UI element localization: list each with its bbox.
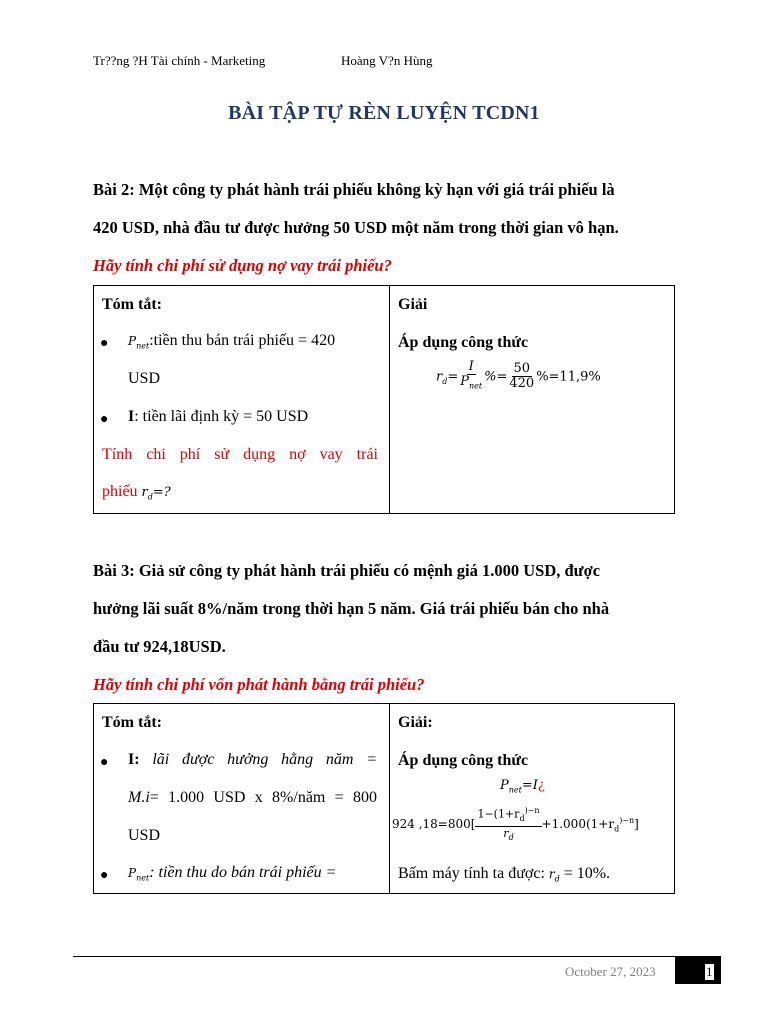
bai2-line-2: 420 USD, nhà đầu tư được hưởng 50 USD một năm trong thời gian vô hạn. xyxy=(93,218,619,237)
pnet-symbol: P xyxy=(128,866,137,880)
bai2-item-pnet xyxy=(128,332,335,350)
bai2-solution-cell xyxy=(390,286,675,514)
bai2-item2-text: : tiền lãi định kỳ = 50 USD xyxy=(134,408,309,425)
bai2-ask-line-1: Tính chi phí sử dụng nợ vay trái xyxy=(102,446,378,463)
eq2-den-sub: d xyxy=(508,833,514,843)
bai3-line-1: Bài 3: Giả sử công ty phát hành trái phiếu có mệnh giá 1.000 USD, được xyxy=(93,561,601,580)
bai2-line-1: Bài 2: Một công ty phát hành trái phiếu không kỳ hạn với giá trái phiếu là xyxy=(93,180,615,199)
formula-pct1: %= xyxy=(484,369,508,385)
formula-lhs-sub: d xyxy=(442,376,448,386)
bai2-question: Hãy tính chi phí sử dụng nợ vay trái phiếu? xyxy=(93,256,392,275)
eq2-frac xyxy=(475,804,541,845)
pnet-symbol: P xyxy=(128,334,137,348)
bai2-solution-heading: Giải xyxy=(398,296,428,313)
bai3-item1-line3: USD xyxy=(128,827,161,844)
bai2-item2-bold: I xyxy=(128,408,135,425)
bai3-solution-heading: Giải: xyxy=(398,714,433,731)
bai3-item1-text: lãi được hưởng hằng năm = xyxy=(139,751,377,768)
rd-sub: d xyxy=(147,492,153,502)
bai3-result-val: = 10%. xyxy=(559,865,611,882)
formula-result: %=11,9% xyxy=(536,369,601,385)
bai2-item1-text: :tiền thu bán trái phiếu = 420 xyxy=(149,332,336,349)
eq2-den: r xyxy=(503,826,509,840)
bai3-table xyxy=(93,703,675,894)
bullet-icon: ● xyxy=(100,412,109,427)
bai3-item2-text: : tiền thu do bán trái phiếu = xyxy=(149,864,337,881)
bai3-solution-cell xyxy=(390,704,675,894)
bullet-icon: ● xyxy=(100,755,109,770)
footer-page-box xyxy=(675,956,721,984)
frac-i-pnet xyxy=(458,360,484,394)
result-var: r xyxy=(548,867,555,881)
frac1-den: P xyxy=(460,374,469,389)
bai3-question: Hãy tính chi phí vốn phát hành bằng trái phiếu? xyxy=(93,675,425,694)
bai2-item-i xyxy=(128,408,308,426)
pnet-sub: net xyxy=(136,873,150,883)
footer-rule xyxy=(73,956,721,957)
bai3-item-i xyxy=(128,751,377,769)
bai2-ask-line-2 xyxy=(102,483,171,502)
bai2-summary-cell xyxy=(94,286,390,514)
bai2-summary-heading: Tóm tắt: xyxy=(102,296,162,313)
frac1-num: I xyxy=(468,359,474,374)
bai2-formula: $r_d=$ $\frac{I}{P_{net}}$ %= $\frac{50}{420}$ %=11,9% xyxy=(436,360,601,394)
bai2-ask-word: phiếu xyxy=(102,483,138,500)
bai3-mi: M.i xyxy=(128,789,150,806)
bai3-eq1 xyxy=(500,778,545,795)
header-author: Hoàng V?n Hùng xyxy=(341,53,433,68)
bai2-table xyxy=(93,285,675,514)
eq2-right-sub: d xyxy=(614,824,620,834)
bai3-line-3: đầu tư 924,18USD. xyxy=(93,637,226,656)
bai3-eq2 xyxy=(392,804,639,845)
eq2-num: 1−(1+r xyxy=(477,807,520,821)
eq1-lhs: P xyxy=(500,778,509,793)
frac2-num: 50 xyxy=(513,361,531,377)
header-school: Tr??ng ?H Tài chính - Marketing xyxy=(93,53,266,68)
page-title: BÀI TẬP TỰ RÈN LUYỆN TCDN1 xyxy=(228,102,540,124)
bai2-statement xyxy=(93,171,675,247)
frac-50-420 xyxy=(507,362,536,391)
bullet-icon: ● xyxy=(100,336,109,351)
frac1-den-sub: net xyxy=(469,381,483,391)
formula-lhs: r xyxy=(436,369,443,385)
result-var-sub: d xyxy=(554,874,560,884)
pnet-sub: net xyxy=(136,341,150,351)
eq2-right-exp: )−n xyxy=(619,816,635,826)
eq2-num-exp: )−n xyxy=(524,806,540,815)
bai3-result-text: Bấm máy tính ta được: xyxy=(398,865,549,882)
footer-date: October 27, 2023 xyxy=(565,964,656,979)
bai2-item1-cont: USD xyxy=(128,370,161,387)
bullet-icon: ● xyxy=(100,868,109,883)
rd-symbol: r xyxy=(141,485,148,500)
bai3-line-2: hưởng lãi suất 8%/năm trong thời hạn 5 năm. Giá trái phiếu bán cho nhà xyxy=(93,599,610,618)
footer-page-number: 1 xyxy=(706,964,713,979)
bai3-summary-heading: Tóm tắt: xyxy=(102,714,162,731)
eq2-num-sub: d xyxy=(519,813,525,823)
eq1-lhs-sub: net xyxy=(508,785,522,795)
eq1-rhs: =I xyxy=(521,778,538,793)
eq2-left: 924 ,18=800[ xyxy=(392,817,476,832)
bai3-item1-bold: I: xyxy=(128,751,140,768)
bai3-item1-line2 xyxy=(128,789,377,807)
bai3-summary-cell xyxy=(94,704,390,894)
eq1-mark: ¿ xyxy=(537,778,545,793)
bai3-apply: Áp dụng công thức xyxy=(398,752,529,769)
bai3-result xyxy=(398,865,610,883)
eq2-right: +1.000(1+r xyxy=(541,817,615,832)
bai3-statement xyxy=(93,552,675,666)
rd-tail: =? xyxy=(152,485,171,500)
bai2-apply: Áp dụng công thức xyxy=(398,334,529,351)
eq2-close: ] xyxy=(634,817,639,832)
bai3-item-pnet xyxy=(128,864,377,882)
bai3-item1-l2-text: = 1.000 USD x 8%/năm = 800 xyxy=(149,789,377,806)
frac2-den: 420 xyxy=(509,376,535,392)
